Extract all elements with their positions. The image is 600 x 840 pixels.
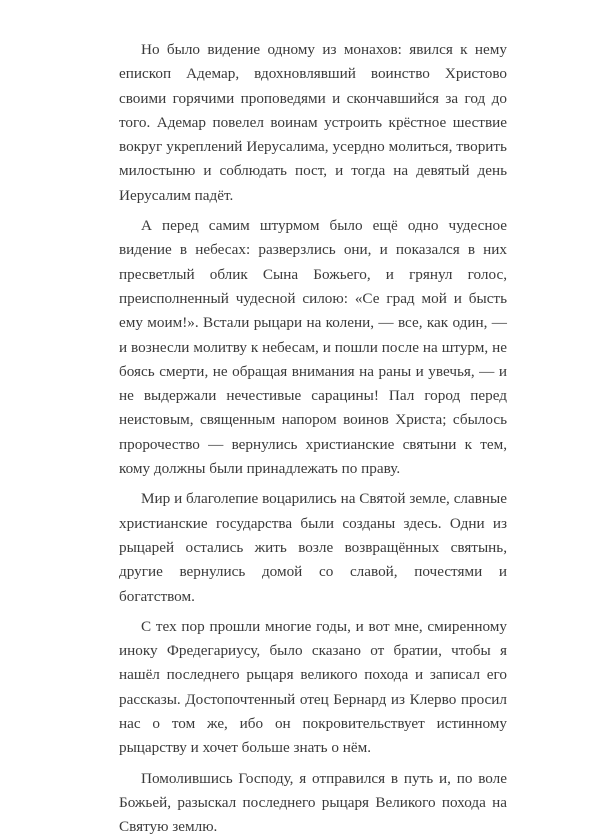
text-block	[119, 38, 507, 840]
paragraph-4: С тех пор прошли многие годы, и вот мне, смиренному иноку Фредегариусу, было сказано от братии, чтобы я нашёл последнего рыцаря великого похода и записал его рассказы. Достопочтенный отец Бернард из Клерво просил нас о том же, ибо он покровительствует истинному рыцарству и хочет больше знать о нём.	[119, 617, 507, 757]
paragraph-3: Мир и благолепие воцарились на Святой земле, славные христианские государства были созданы здесь. Одни из рыцарей остались жить возле возвращённых святынь, другие вернулись домой со славой, почестями и богатством.	[119, 490, 507, 605]
paragraph-1: Но было видение одному из монахов: явился к нему епископ Адемар, вдохновлявший воинство Христово своими горячими проповедями и скончавшийся за год до того. Адемар повелел воинам устроить крёстное шествие вокруг укреплений Иерусалима, усердно молиться, творить милостыню и соблюдать пост, и тогда на девятый день Иерусалим падёт.	[119, 41, 507, 204]
paragraph-5: Помолившись Господу, я отправился в путь и, по воле Божьей, разыскал последнего рыцаря Великого похода на Святую землю.	[119, 769, 507, 836]
paragraph-2: А перед самим штурмом было ещё одно чудесное видение в небесах: разверзлись они, и показался в них пресветлый облик Сына Божьего, и грянул голос, преисполненный чудесной силою: «Се град мой и бысть ему моим!». Встали рыцари на колени, — все, как один, — и вознесли молитву к небесам, и пошли после на штурм, не боясь смерти, не обращая внимания на раны и увечья, — и не выдержали нечестивые сарацины! Пал город перед неистовым, священным напором воинов Христа; сбылось пророчество — вернулись христианские святыни к тем, кому должны были принадлежать по праву.	[119, 217, 507, 478]
